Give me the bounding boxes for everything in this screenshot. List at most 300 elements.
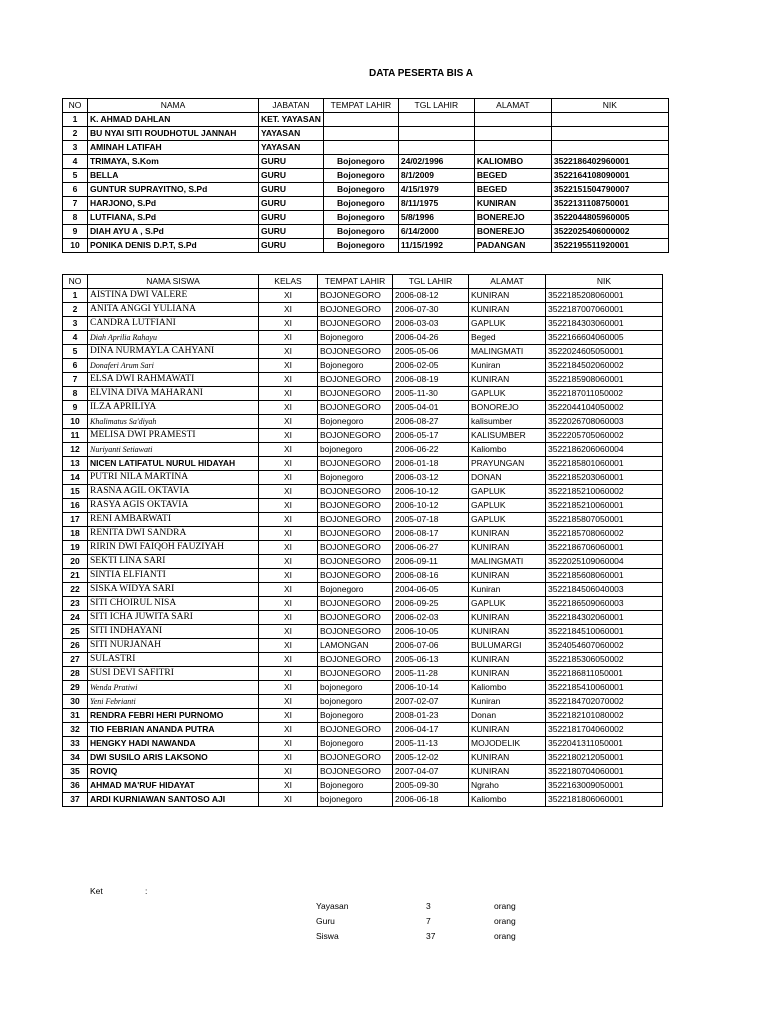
table-cell: 2006-02-05 bbox=[393, 359, 469, 373]
table-cell: 2006-06-22 bbox=[393, 443, 469, 457]
table-cell: 2005-11-28 bbox=[393, 667, 469, 681]
table-cell: 2006-10-14 bbox=[393, 681, 469, 695]
table-cell: KUNIRAN bbox=[469, 303, 546, 317]
table-cell: Yeni Febrianti bbox=[88, 695, 259, 709]
table-cell: 2006-08-12 bbox=[393, 289, 469, 303]
table-cell: SISKA WIDYA SARI bbox=[88, 583, 259, 597]
table-cell: 2006-08-16 bbox=[393, 569, 469, 583]
table-cell: MOJODELIK bbox=[469, 737, 546, 751]
table-cell: 9 bbox=[63, 401, 88, 415]
table-cell: 3522044104050002 bbox=[546, 401, 663, 415]
table-cell: 3522166604060005 bbox=[546, 331, 663, 345]
table-cell: 3522185410060001 bbox=[546, 681, 663, 695]
summary-unit: orang bbox=[494, 931, 516, 941]
table-cell: Bojonegoro bbox=[323, 155, 398, 169]
summary-count: 3 bbox=[426, 901, 431, 911]
table-cell: KUNIRAN bbox=[469, 611, 546, 625]
table-cell: GAPLUK bbox=[469, 499, 546, 513]
table-cell: AMINAH LATIFAH bbox=[88, 141, 259, 155]
table-cell: XI bbox=[259, 457, 318, 471]
table-cell: 2005-05-06 bbox=[393, 345, 469, 359]
table-cell: 2 bbox=[63, 303, 88, 317]
table-cell: XI bbox=[259, 387, 318, 401]
table-cell: Bojonegoro bbox=[323, 183, 398, 197]
table-cell: BONEREJO bbox=[474, 211, 551, 225]
table-cell: PONIKA DENIS D.P.T, S.Pd bbox=[88, 239, 259, 253]
table-cell: 3522185306050002 bbox=[546, 653, 663, 667]
table-cell: BOJONEGORO bbox=[318, 289, 393, 303]
table-cell: 2005-11-13 bbox=[393, 737, 469, 751]
table-cell: 1 bbox=[63, 113, 88, 127]
table-cell: Nuriyanti Setiawati bbox=[88, 443, 259, 457]
table-cell: TIO FEBRIAN ANANDA PUTRA bbox=[88, 723, 259, 737]
table-cell: XI bbox=[259, 541, 318, 555]
table-cell: 3522163009050001 bbox=[546, 779, 663, 793]
table-cell: BOJONEGORO bbox=[318, 401, 393, 415]
table-cell: XI bbox=[259, 373, 318, 387]
table-cell: YAYASAN bbox=[259, 141, 324, 155]
table-cell: 1 bbox=[63, 289, 88, 303]
table-cell: 12 bbox=[63, 443, 88, 457]
table-cell: XI bbox=[259, 289, 318, 303]
table-cell: RASYA AGIS OKTAVIA bbox=[88, 499, 259, 513]
table-cell: 3522026708060003 bbox=[546, 415, 663, 429]
table-cell: 6/14/2000 bbox=[398, 225, 474, 239]
table-cell: ELVINA DIVA MAHARANI bbox=[88, 387, 259, 401]
table-cell: XI bbox=[259, 611, 318, 625]
table-cell: 3522185210060002 bbox=[546, 485, 663, 499]
table-cell: XI bbox=[259, 667, 318, 681]
table-cell: 26 bbox=[63, 639, 88, 653]
table-cell: XI bbox=[259, 569, 318, 583]
table-cell: Bojonegoro bbox=[323, 169, 398, 183]
table-cell: Bojonegoro bbox=[318, 737, 393, 751]
table-cell: Bojonegoro bbox=[323, 211, 398, 225]
table-cell: BOJONEGORO bbox=[318, 555, 393, 569]
table-cell: Kaliombo bbox=[469, 681, 546, 695]
table-cell: 3522181806060001 bbox=[546, 793, 663, 807]
table-cell: 2006-10-12 bbox=[393, 485, 469, 499]
table-cell: XI bbox=[259, 555, 318, 569]
table-cell: SITI CHOIRUL NISA bbox=[88, 597, 259, 611]
students-header-cell: NIK bbox=[546, 275, 663, 289]
table-cell: 19 bbox=[63, 541, 88, 555]
table-cell: BOJONEGORO bbox=[318, 611, 393, 625]
table-cell: 3522184510060001 bbox=[546, 625, 663, 639]
table-cell: XI bbox=[259, 765, 318, 779]
table-cell: Bojonegoro bbox=[318, 415, 393, 429]
table-cell: 34 bbox=[63, 751, 88, 765]
students-header-cell: TGL LAHIR bbox=[393, 275, 469, 289]
table-cell: 2006-03-12 bbox=[393, 471, 469, 485]
table-cell: KUNIRAN bbox=[469, 667, 546, 681]
table-cell: KET. YAYASAN bbox=[259, 113, 324, 127]
table-cell: 2007-04-07 bbox=[393, 765, 469, 779]
table-cell: XI bbox=[259, 527, 318, 541]
table-cell: Bojonegoro bbox=[323, 239, 398, 253]
table-cell: NICEN LATIFATUL NURUL HIDAYAH bbox=[88, 457, 259, 471]
table-cell: 2008-01-23 bbox=[393, 709, 469, 723]
table-cell: XI bbox=[259, 779, 318, 793]
table-cell: kalisumber bbox=[469, 415, 546, 429]
table-cell: XI bbox=[259, 695, 318, 709]
table-cell: Bojonegoro bbox=[323, 225, 398, 239]
table-cell: 3522180704060001 bbox=[546, 765, 663, 779]
table-cell: 18 bbox=[63, 527, 88, 541]
table-cell: 7 bbox=[63, 373, 88, 387]
table-cell: 3522131108750001 bbox=[551, 197, 668, 211]
table-cell: Ngraho bbox=[469, 779, 546, 793]
table-cell: BONOREJO bbox=[469, 401, 546, 415]
table-cell: GURU bbox=[259, 225, 324, 239]
table-cell: 3522025406000002 bbox=[551, 225, 668, 239]
table-cell: 6 bbox=[63, 183, 88, 197]
table-cell: bojonegoro bbox=[318, 695, 393, 709]
table-cell: 2007-02-07 bbox=[393, 695, 469, 709]
table-cell: 3522185208060001 bbox=[546, 289, 663, 303]
table-cell: Bojonegoro bbox=[318, 779, 393, 793]
table-cell: BOJONEGORO bbox=[318, 345, 393, 359]
table-cell: MALINGMATI bbox=[469, 555, 546, 569]
table-cell: GUNTUR SUPRAYITNO, S.Pd bbox=[88, 183, 259, 197]
table-cell: 2005-07-18 bbox=[393, 513, 469, 527]
table-cell: 8/1/2009 bbox=[398, 169, 474, 183]
table-cell: GURU bbox=[259, 155, 324, 169]
table-cell: 2006-08-17 bbox=[393, 527, 469, 541]
table-cell: BOJONEGORO bbox=[318, 527, 393, 541]
table-cell: XI bbox=[259, 471, 318, 485]
table-cell: SITI INDHAYANI bbox=[88, 625, 259, 639]
table-cell: BOJONEGORO bbox=[318, 569, 393, 583]
table-cell: BOJONEGORO bbox=[318, 485, 393, 499]
table-cell: 8 bbox=[63, 211, 88, 225]
table-cell: Bojonegoro bbox=[318, 709, 393, 723]
table-cell: XI bbox=[259, 597, 318, 611]
table-cell: 2006-05-17 bbox=[393, 429, 469, 443]
table-cell: 20 bbox=[63, 555, 88, 569]
ket-label: Ket bbox=[90, 886, 103, 896]
table-cell: YAYASAN bbox=[259, 127, 324, 141]
students-header-cell: KELAS bbox=[259, 275, 318, 289]
table-cell: 2005-04-01 bbox=[393, 401, 469, 415]
table-cell: BOJONEGORO bbox=[318, 541, 393, 555]
table-cell: BOJONEGORO bbox=[318, 429, 393, 443]
table-cell: 2006-04-26 bbox=[393, 331, 469, 345]
table-cell: 36 bbox=[63, 779, 88, 793]
table-cell: 5/8/1996 bbox=[398, 211, 474, 225]
table-cell: GAPLUK bbox=[469, 387, 546, 401]
table-cell: 3522186402960001 bbox=[551, 155, 668, 169]
table-cell: 3522180212050001 bbox=[546, 751, 663, 765]
staff-header-cell: ALAMAT bbox=[474, 99, 551, 113]
table-cell: BOJONEGORO bbox=[318, 317, 393, 331]
table-cell: 3522185203060001 bbox=[546, 471, 663, 485]
table-cell: BOJONEGORO bbox=[318, 653, 393, 667]
table-cell: XI bbox=[259, 793, 318, 807]
staff-header-cell: TEMPAT LAHIR bbox=[323, 99, 398, 113]
table-cell: AISTINA DWI VALERE bbox=[88, 289, 259, 303]
table-cell: SINTIA ELFIANTI bbox=[88, 569, 259, 583]
staff-header-cell: NIK bbox=[551, 99, 668, 113]
table-cell: GAPLUK bbox=[469, 317, 546, 331]
table-cell: GURU bbox=[259, 211, 324, 225]
table-cell: 2006-07-30 bbox=[393, 303, 469, 317]
table-cell: 3522025109060004 bbox=[546, 555, 663, 569]
table-cell: XI bbox=[259, 415, 318, 429]
students-header-cell: NO bbox=[63, 275, 88, 289]
table-cell: 2006-06-18 bbox=[393, 793, 469, 807]
table-cell: 2006-08-27 bbox=[393, 415, 469, 429]
table-cell: KALIOMBO bbox=[474, 155, 551, 169]
table-cell: BOJONEGORO bbox=[318, 513, 393, 527]
table-cell: XI bbox=[259, 513, 318, 527]
table-cell: 21 bbox=[63, 569, 88, 583]
table-cell: ROVIQ bbox=[88, 765, 259, 779]
table-cell: DWI SUSILO ARIS LAKSONO bbox=[88, 751, 259, 765]
table-cell: 2006-09-25 bbox=[393, 597, 469, 611]
table-cell: 37 bbox=[63, 793, 88, 807]
table-cell: DIAH AYU A , S.Pd bbox=[88, 225, 259, 239]
table-cell: 4 bbox=[63, 331, 88, 345]
table-cell: 3522184702070002 bbox=[546, 695, 663, 709]
table-cell: bojonegoro bbox=[318, 793, 393, 807]
table-cell: XI bbox=[259, 737, 318, 751]
table-cell: RASNA AGIL OKTAVIA bbox=[88, 485, 259, 499]
table-cell: LUTFIANA, S.Pd bbox=[88, 211, 259, 225]
table-cell: KUNIRAN bbox=[469, 653, 546, 667]
table-cell: XI bbox=[259, 751, 318, 765]
table-cell: XI bbox=[259, 331, 318, 345]
table-cell: BOJONEGORO bbox=[318, 303, 393, 317]
table-cell: LAMONGAN bbox=[318, 639, 393, 653]
table-cell: 2005-06-13 bbox=[393, 653, 469, 667]
table-cell: 3 bbox=[63, 317, 88, 331]
table-cell: KALISUMBER bbox=[469, 429, 546, 443]
table-cell: SITI ICHA JUWITA SARI bbox=[88, 611, 259, 625]
table-cell: KUNIRAN bbox=[469, 569, 546, 583]
table-cell: HENGKY HADI NAWANDA bbox=[88, 737, 259, 751]
table-cell: 3522184506040003 bbox=[546, 583, 663, 597]
table-cell: DONAN bbox=[469, 471, 546, 485]
table-cell: PADANGAN bbox=[474, 239, 551, 253]
table-cell: 3522182101080002 bbox=[546, 709, 663, 723]
summary-label: Yayasan bbox=[316, 901, 349, 911]
table-cell: 2006-02-03 bbox=[393, 611, 469, 625]
table-cell: 3522041311050001 bbox=[546, 737, 663, 751]
table-cell: XI bbox=[259, 499, 318, 513]
table-cell: 25 bbox=[63, 625, 88, 639]
table-cell: KUNIRAN bbox=[469, 751, 546, 765]
table-cell: Khalimatus Sa'diyah bbox=[88, 415, 259, 429]
table-cell: Bojonegoro bbox=[318, 359, 393, 373]
table-cell: XI bbox=[259, 583, 318, 597]
table-cell: KUNIRAN bbox=[469, 289, 546, 303]
table-cell: bojonegoro bbox=[318, 681, 393, 695]
table-cell: 17 bbox=[63, 513, 88, 527]
table-cell: 3522205705060002 bbox=[546, 429, 663, 443]
table-cell: XI bbox=[259, 639, 318, 653]
table-cell: 2005-12-02 bbox=[393, 751, 469, 765]
table-cell: BOJONEGORO bbox=[318, 625, 393, 639]
table-cell: 8 bbox=[63, 387, 88, 401]
table-cell: 2006-08-19 bbox=[393, 373, 469, 387]
table-cell: 4/15/1979 bbox=[398, 183, 474, 197]
table-cell: GURU bbox=[259, 169, 324, 183]
table-cell: 2006-10-05 bbox=[393, 625, 469, 639]
table-cell: 31 bbox=[63, 709, 88, 723]
summary-label: Guru bbox=[316, 916, 335, 926]
table-cell: 3522164108090001 bbox=[551, 169, 668, 183]
table-cell: BEGED bbox=[474, 183, 551, 197]
table-cell: RENI AMBARWATI bbox=[88, 513, 259, 527]
table-cell: 7 bbox=[63, 197, 88, 211]
table-cell: 28 bbox=[63, 667, 88, 681]
table-cell: 2005-11-30 bbox=[393, 387, 469, 401]
table-cell: RIRIN DWI FAIQOH FAUZIYAH bbox=[88, 541, 259, 555]
table-cell: ILZA APRILIYA bbox=[88, 401, 259, 415]
summary-count: 37 bbox=[426, 931, 436, 941]
table-cell: GAPLUK bbox=[469, 513, 546, 527]
table-cell: SULASTRI bbox=[88, 653, 259, 667]
table-cell: 3522184302060001 bbox=[546, 611, 663, 625]
table-cell: 5 bbox=[63, 345, 88, 359]
table-cell: Kaliombo bbox=[469, 443, 546, 457]
summary-count: 7 bbox=[426, 916, 431, 926]
table-cell: 11/15/1992 bbox=[398, 239, 474, 253]
table-cell: K. AHMAD DAHLAN bbox=[88, 113, 259, 127]
table-cell: Beged bbox=[469, 331, 546, 345]
table-cell: GURU bbox=[259, 239, 324, 253]
table-cell: 27 bbox=[63, 653, 88, 667]
table-cell: 3522195511920001 bbox=[551, 239, 668, 253]
table-cell: 5 bbox=[63, 169, 88, 183]
table-cell: 2006-09-11 bbox=[393, 555, 469, 569]
table-cell: 3524054607060002 bbox=[546, 639, 663, 653]
table-cell: Diah Aprilia Rahayu bbox=[88, 331, 259, 345]
table-cell: ANITA ANGGI YULIANA bbox=[88, 303, 259, 317]
table-cell: 3522185608060001 bbox=[546, 569, 663, 583]
table-cell: 24/02/1996 bbox=[398, 155, 474, 169]
table-cell: 2006-03-03 bbox=[393, 317, 469, 331]
table-cell: PRAYUNGAN bbox=[469, 457, 546, 471]
table-cell: bojonegoro bbox=[318, 443, 393, 457]
students-header-cell: NAMA SISWA bbox=[88, 275, 259, 289]
table-cell: PUTRI NILA MARTINA bbox=[88, 471, 259, 485]
table-cell: BOJONEGORO bbox=[318, 751, 393, 765]
table-cell: AHMAD MA'RUF HIDAYAT bbox=[88, 779, 259, 793]
table-cell: DINA NURMAYLA CAHYANI bbox=[88, 345, 259, 359]
table-cell: XI bbox=[259, 681, 318, 695]
table-cell: 14 bbox=[63, 471, 88, 485]
table-cell: Donan bbox=[469, 709, 546, 723]
table-cell: XI bbox=[259, 485, 318, 499]
summary-label: Siswa bbox=[316, 931, 339, 941]
table-cell: RENITA DWI SANDRA bbox=[88, 527, 259, 541]
summary-unit: orang bbox=[494, 901, 516, 911]
table-cell: 2006-07-06 bbox=[393, 639, 469, 653]
table-cell: 29 bbox=[63, 681, 88, 695]
table-cell: CANDRA LUTFIANI bbox=[88, 317, 259, 331]
table-cell: 15 bbox=[63, 485, 88, 499]
table-cell: BULUMARGI bbox=[469, 639, 546, 653]
table-cell: GURU bbox=[259, 183, 324, 197]
table-cell: BONEREJO bbox=[474, 225, 551, 239]
table-cell: Bojonegoro bbox=[318, 331, 393, 345]
table-cell: 23 bbox=[63, 597, 88, 611]
table-cell: Kuniran bbox=[469, 695, 546, 709]
table-cell: 30 bbox=[63, 695, 88, 709]
page-title: DATA PESERTA BIS A bbox=[369, 68, 473, 79]
table-cell: XI bbox=[259, 653, 318, 667]
table-cell: 3522185807050001 bbox=[546, 513, 663, 527]
table-cell: 3522186706060001 bbox=[546, 541, 663, 555]
table-cell: Kaliombo bbox=[469, 793, 546, 807]
table-cell: 22 bbox=[63, 583, 88, 597]
table-cell: GAPLUK bbox=[469, 485, 546, 499]
table-cell: BOJONEGORO bbox=[318, 373, 393, 387]
table-cell: 3522186206060004 bbox=[546, 443, 663, 457]
table-cell: XI bbox=[259, 723, 318, 737]
table-cell: XI bbox=[259, 303, 318, 317]
table-cell: 33 bbox=[63, 737, 88, 751]
table-cell: 3522184502060002 bbox=[546, 359, 663, 373]
table-cell: 2006-01-18 bbox=[393, 457, 469, 471]
table-cell: Kuniran bbox=[469, 359, 546, 373]
table-cell: BOJONEGORO bbox=[318, 499, 393, 513]
table-cell: 16 bbox=[63, 499, 88, 513]
table-cell: BOJONEGORO bbox=[318, 457, 393, 471]
table-cell: 24 bbox=[63, 611, 88, 625]
table-cell: Donaferi Arum Sari bbox=[88, 359, 259, 373]
table-cell: Bojonegoro bbox=[318, 471, 393, 485]
table-cell: TRIMAYA, S.Kom bbox=[88, 155, 259, 169]
table-cell: KUNIRAN bbox=[469, 765, 546, 779]
table-cell: 2 bbox=[63, 127, 88, 141]
table-cell: KUNIRAN bbox=[474, 197, 551, 211]
table-cell: SEKTI LINA SARI bbox=[88, 555, 259, 569]
table-cell: 3522185210060001 bbox=[546, 499, 663, 513]
table-cell: KUNIRAN bbox=[469, 527, 546, 541]
table-cell: ARDI KURNIAWAN SANTOSO AJI bbox=[88, 793, 259, 807]
table-cell: BOJONEGORO bbox=[318, 723, 393, 737]
table-cell: RENDRA FEBRI HERI PURNOMO bbox=[88, 709, 259, 723]
students-header-cell: TEMPAT LAHIR bbox=[318, 275, 393, 289]
table-cell: GAPLUK bbox=[469, 597, 546, 611]
table-cell: 3522185908060001 bbox=[546, 373, 663, 387]
table-cell: GURU bbox=[259, 197, 324, 211]
table-cell: 3522186811050001 bbox=[546, 667, 663, 681]
table-cell: 10 bbox=[63, 415, 88, 429]
table-cell: MALINGMATI bbox=[469, 345, 546, 359]
table-cell: Kuniran bbox=[469, 583, 546, 597]
table-cell: 6 bbox=[63, 359, 88, 373]
table-cell: 3 bbox=[63, 141, 88, 155]
table-cell: 2006-06-27 bbox=[393, 541, 469, 555]
table-cell: Bojonegoro bbox=[318, 583, 393, 597]
table-cell: BOJONEGORO bbox=[318, 387, 393, 401]
table-cell: BOJONEGORO bbox=[318, 667, 393, 681]
table-cell: 3522024605050001 bbox=[546, 345, 663, 359]
table-cell: KUNIRAN bbox=[469, 723, 546, 737]
table-cell: 3522185801060001 bbox=[546, 457, 663, 471]
table-cell: 2004-06-05 bbox=[393, 583, 469, 597]
summary-unit: orang bbox=[494, 916, 516, 926]
table-cell: KUNIRAN bbox=[469, 541, 546, 555]
table-cell: 2006-10-12 bbox=[393, 499, 469, 513]
table-cell: SUSI DEVI SAFITRI bbox=[88, 667, 259, 681]
table-cell: BOJONEGORO bbox=[318, 597, 393, 611]
table-cell: BU NYAI SITI ROUDHOTUL JANNAH bbox=[88, 127, 259, 141]
